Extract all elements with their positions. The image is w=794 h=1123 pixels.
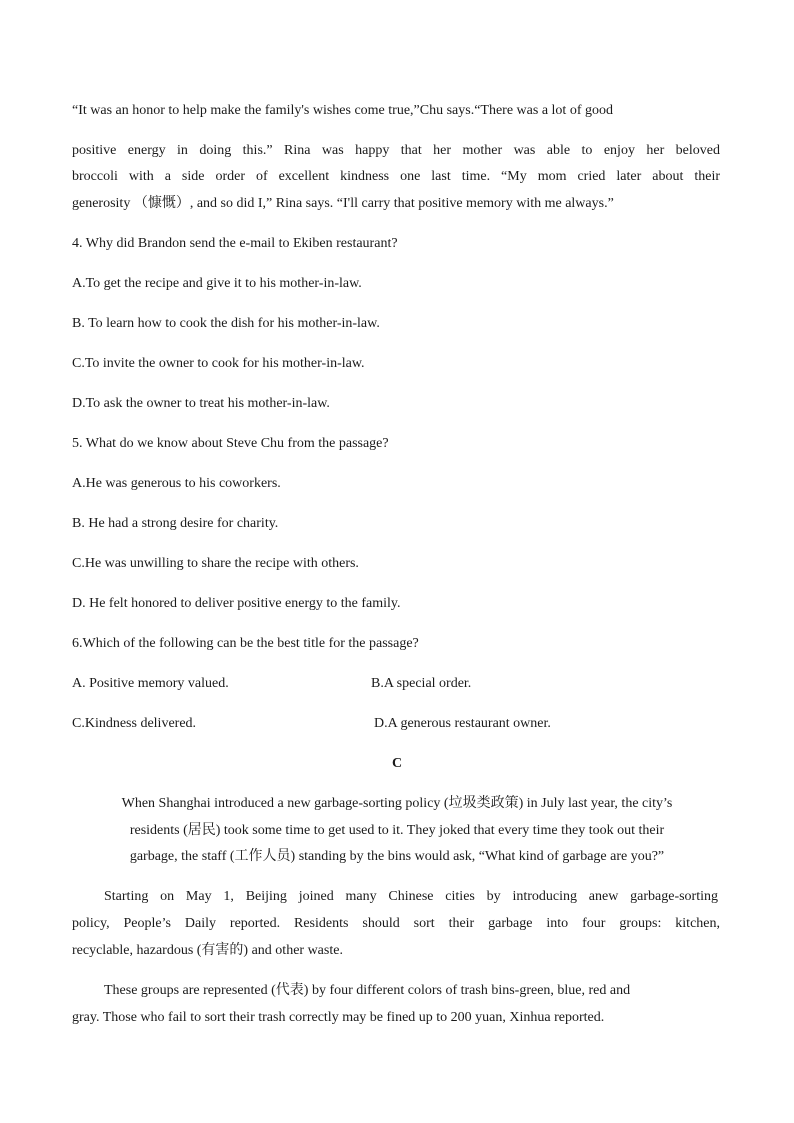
answer-option: C.To invite the owner to cook for his mother-in-law.: [72, 356, 365, 371]
answer-option: B. He had a strong desire for charity.: [72, 516, 279, 531]
answer-option: C.Kindness delivered.: [72, 716, 197, 731]
passage-line: policy, People’s Daily reported. Residents should sort their garbage into four groups: kitchen,: [72, 916, 720, 931]
question-stem: 4. Why did Brandon send the e-mail to Ekiben restaurant?: [72, 236, 398, 251]
section-heading: C: [391, 756, 403, 771]
answer-option: A. Positive memory valued.: [72, 676, 229, 691]
passage-line: broccoli with a side order of excellent kindness one last time. “My mom cried later about their: [72, 169, 720, 184]
answer-option: D.To ask the owner to treat his mother-in-law.: [72, 396, 330, 411]
question-stem: 5. What do we know about Steve Chu from the passage?: [72, 436, 389, 451]
passage-line: When Shanghai introduced a new garbage-sorting policy (垃圾类政策) in July last year, the city’s: [121, 796, 673, 811]
question-stem: 6.Which of the following can be the best title for the passage?: [72, 636, 419, 651]
passage-line: Starting on May 1, Beijing joined many Chinese cities by introducing anew garbage-sorting: [104, 889, 718, 904]
answer-option: B.A special order.: [371, 676, 472, 691]
answer-option: D. He felt honored to deliver positive energy to the family.: [72, 596, 401, 611]
passage-line: garbage, the staff (工作人员) standing by the bins would ask, “What kind of garbage are you?”: [129, 849, 665, 864]
answer-option: C.He was unwilling to share the recipe with others.: [72, 556, 359, 571]
passage-line: These groups are represented (代表) by four different colors of trash bins-green, blue, red and: [104, 983, 631, 998]
answer-option: A.He was generous to his coworkers.: [72, 476, 281, 491]
passage-line: residents (居民) took some time to get used to it. They joked that every time they took out their: [129, 823, 665, 838]
answer-option: B. To learn how to cook the dish for his mother-in-law.: [72, 316, 380, 331]
passage-line: generosity （慷慨）, and so did I,” Rina says. “I'll carry that positive memory with me always.”: [72, 196, 614, 211]
passage-line: positive energy in doing this.” Rina was happy that her mother was able to enjoy her beloved: [72, 143, 720, 158]
answer-option: D.A generous restaurant owner.: [374, 716, 551, 731]
passage-line: “It was an honor to help make the family's wishes come true,”Chu says.“There was a lot of good: [72, 103, 613, 118]
passage-line: recyclable, hazardous (有害的) and other waste.: [72, 943, 343, 958]
answer-option: A.To get the recipe and give it to his mother-in-law.: [72, 276, 362, 291]
passage-line: gray. Those who fail to sort their trash correctly may be fined up to 200 yuan, Xinhua reported.: [72, 1010, 605, 1025]
